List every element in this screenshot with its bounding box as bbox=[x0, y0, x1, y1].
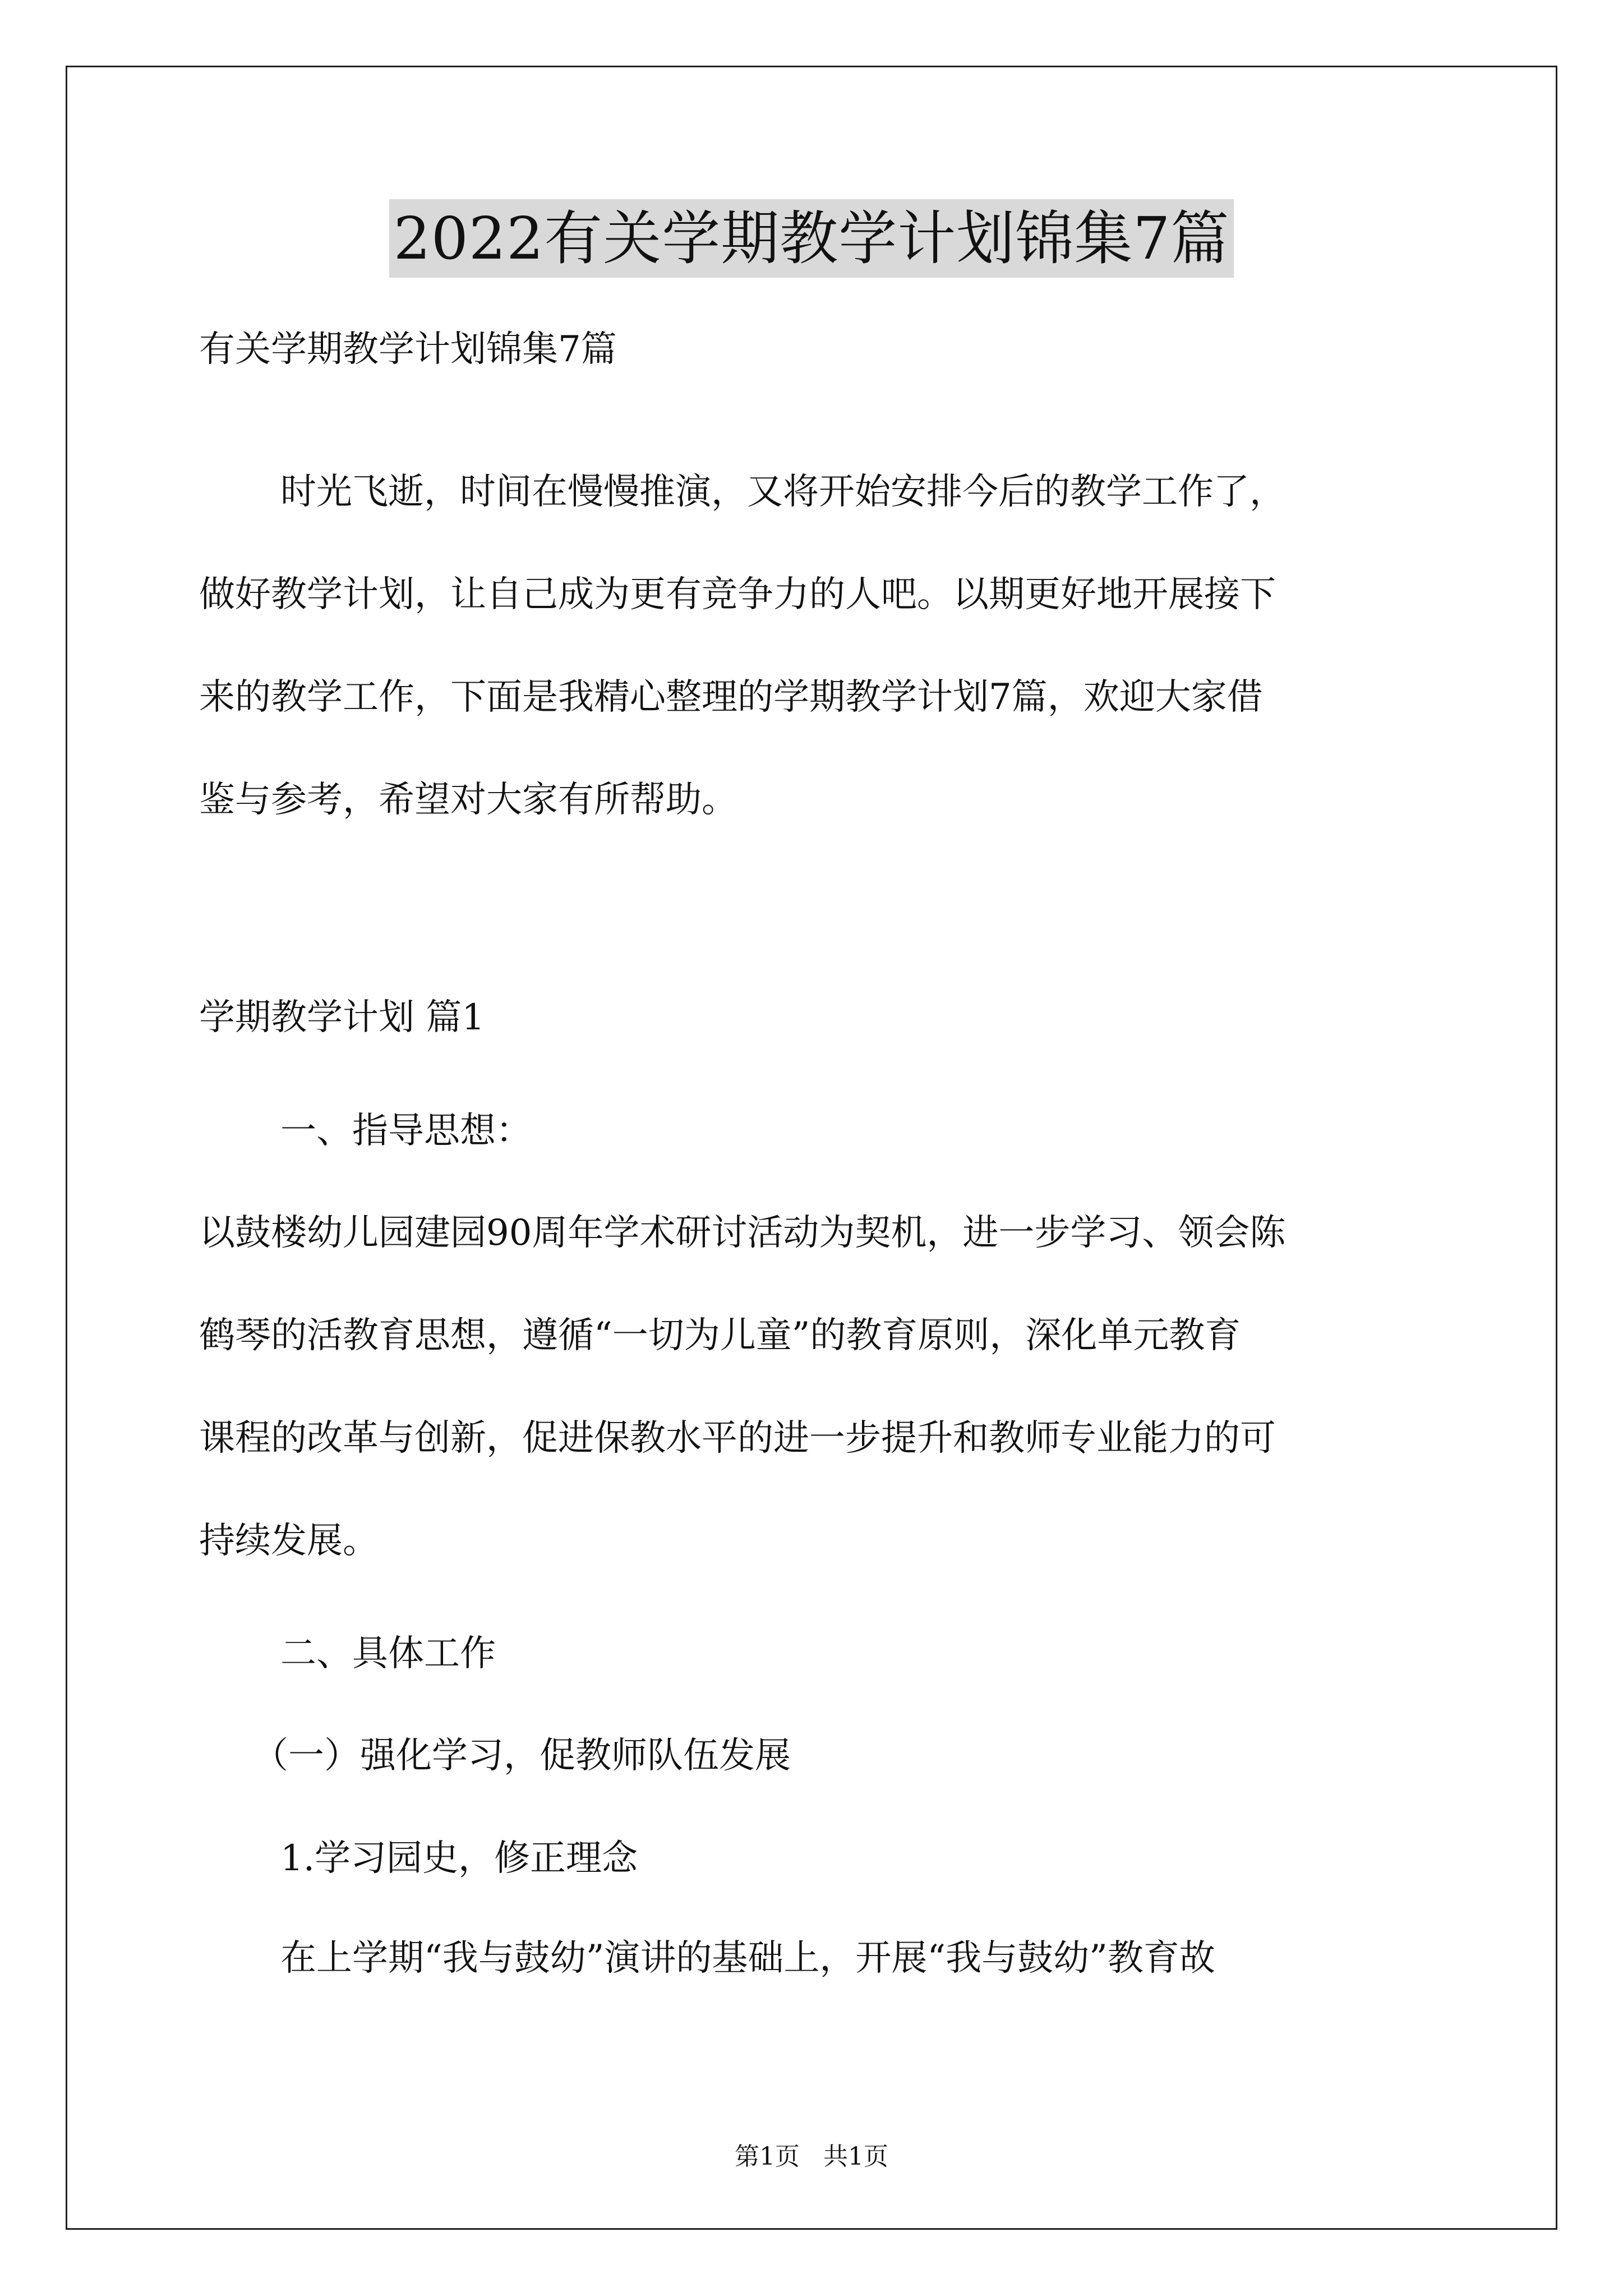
page-footer bbox=[0, 2136, 1623, 2172]
intro-line: 做好教学计划，让自己成为更有竞争力的人吧。以期更好地开展接下 bbox=[199, 574, 1276, 615]
page-number: 第1页 bbox=[735, 2142, 800, 2171]
work-item-body: 在上学期“我与鼓幼”演讲的基础上，开展“我与鼓幼”教育故 bbox=[280, 1938, 1215, 1979]
guiding-line: 鹤琴的活教育思想，遵循“一切为儿童”的教育原则，深化单元教育 bbox=[199, 1315, 1241, 1356]
guiding-line: 课程的改革与创新，促进保教水平的进一步提升和教师专业能力的可 bbox=[199, 1418, 1276, 1459]
document-subtitle: 有关学期教学计划锦集7篇 bbox=[199, 329, 617, 370]
guiding-paragraph bbox=[199, 1182, 1433, 1593]
intro-paragraph bbox=[199, 441, 1433, 852]
section-heading: 学期教学计划 篇1 bbox=[199, 997, 485, 1038]
intro-line: 时光飞逝，时间在慢慢推演，又将开始安排今后的教学工作了， bbox=[280, 471, 1285, 513]
guiding-line: 持续发展。 bbox=[199, 1520, 379, 1562]
work-heading: 二、具体工作 bbox=[280, 1633, 496, 1674]
guiding-heading: 一、指导思想： bbox=[280, 1110, 532, 1152]
work-item-heading: 1.学习园史，修正理念 bbox=[280, 1838, 638, 1879]
title-container bbox=[0, 199, 1623, 278]
guiding-line: 以鼓楼幼儿园建园90周年学术研讨活动为契机，进一步学习、领会陈 bbox=[199, 1212, 1286, 1254]
intro-line: 鉴与参考，希望对大家有所帮助。 bbox=[199, 779, 737, 821]
document-title: 2022有关学期教学计划锦集7篇 bbox=[389, 199, 1234, 278]
work-subheading: （一）强化学习，促教师队伍发展 bbox=[252, 1735, 791, 1777]
page-total: 共1页 bbox=[823, 2142, 888, 2171]
intro-line: 来的教学工作，下面是我精心整理的学期教学计划7篇，欢迎大家借 bbox=[199, 677, 1263, 718]
